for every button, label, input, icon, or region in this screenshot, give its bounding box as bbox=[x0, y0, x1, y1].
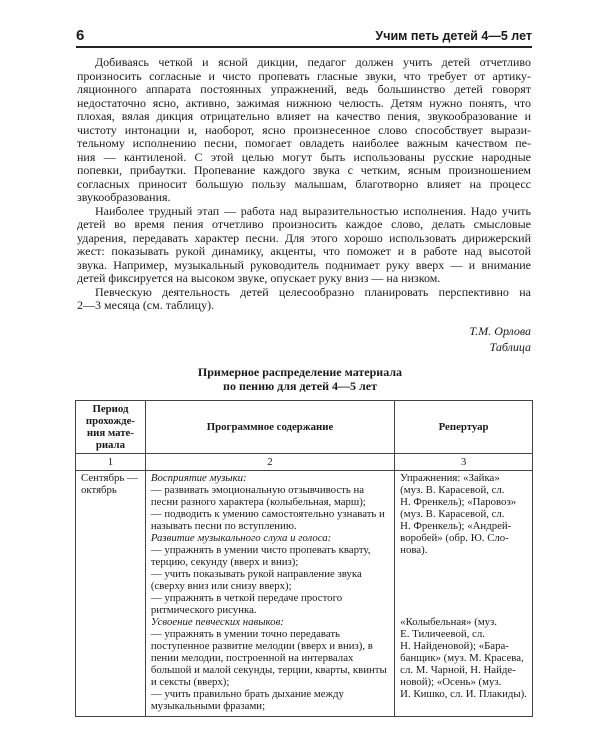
text-line: ударения, передавать характер песни. Для этого хорошо использовать дирижерский bbox=[77, 230, 531, 245]
repertoire-line: воробей» (обр. Ю. Сло- bbox=[400, 532, 509, 544]
period-line: Сентябрь — bbox=[81, 472, 138, 484]
header-line: риала bbox=[95, 439, 126, 451]
section-heading: Развитие музыкального слуха и голоса: bbox=[150, 532, 332, 544]
content-line: называть песни по вступлению. bbox=[150, 520, 297, 532]
material-table bbox=[75, 400, 533, 717]
text-line: жест: показывать рукой динамику, акценты, что поможет и в работе над высотой bbox=[77, 244, 531, 258]
text-line: детей во время пения отчетливо произносить каждое слово, делать смысловые bbox=[77, 217, 531, 231]
author: Т.М. Орлова bbox=[469, 324, 531, 338]
text-line: детей фиксируется на высоком звуке, опускает руку вниз — на низком. bbox=[77, 271, 441, 285]
column-number: 2 bbox=[145, 454, 394, 471]
repertoire-line: «Колыбельная» (муз. bbox=[400, 616, 498, 628]
header-line: ния мате- bbox=[86, 427, 134, 439]
repertoire-line: новой); «Осень» (муз. bbox=[400, 676, 502, 688]
content-line: (сверху вниз или снизу вверх); bbox=[150, 580, 292, 592]
table-row bbox=[76, 471, 533, 717]
section-heading: Усвоение певческих навыков: bbox=[150, 616, 284, 628]
text-line: произносить согласные и чисто пропевать гласные звуки, что требует от артику- bbox=[77, 68, 531, 83]
text-line: ния — кантиленой. С этой целью могут быть использованы русские народные bbox=[77, 149, 531, 164]
repertoire-line: Н. Френкель); «Паровоз» bbox=[400, 496, 517, 508]
content-line: терцию, секунду (вверх и вниз); bbox=[150, 556, 299, 568]
text-line: 2—3 месяца (см. таблицу). bbox=[77, 298, 215, 312]
content-cell bbox=[145, 471, 394, 717]
content-line: и сексты (вверх); bbox=[150, 676, 230, 688]
period-line: октябрь bbox=[81, 484, 117, 496]
column-number: 3 bbox=[395, 454, 533, 471]
repertoire-line: банщик» (муз. М. Красева, bbox=[400, 652, 524, 664]
table-title-line: по пению для детей 4—5 лет bbox=[223, 379, 377, 393]
content-line: пении мелодии, построенной на интервалах bbox=[150, 652, 354, 664]
text-line: ляционного аппарата постоянных упражнений, ведь большинство детей говорят bbox=[77, 82, 531, 96]
content-line: поступенное развитие мелодии (вверх и вниз), в bbox=[150, 640, 373, 652]
text-line: согласных приносит большую пользу малышам, благотворно влияет на процесс bbox=[77, 176, 531, 191]
content-line: — подводить к умению самостоятельно узнавать и bbox=[150, 508, 385, 520]
content-line: музыкальными фразами; bbox=[150, 700, 266, 712]
text-line: чистоту интонации и, наоборот, ясно произнесенное слово способствует вырази- bbox=[77, 122, 531, 137]
column-number: 1 bbox=[76, 454, 146, 471]
header-repertoire: Репертуар bbox=[395, 401, 533, 454]
text-line: Певческую деятельность детей целесообразно планировать перспективно на bbox=[95, 284, 531, 299]
repertoire-line: нова). bbox=[400, 544, 428, 556]
content-line: большой и малой секунды, терции, кварты, квинты bbox=[150, 664, 387, 676]
text-line: Наиболее трудный этап — работа над выразительностью исполнения. Надо учить bbox=[95, 203, 531, 218]
repertoire-line: Н. Найденовой); «Бара- bbox=[400, 640, 509, 652]
text-line: звукообразования. bbox=[77, 190, 171, 204]
text-line: попевки, прибаутки. Пропевание каждого звука с четким, ясным произношением bbox=[77, 163, 531, 177]
content-line: ритмического рисунка. bbox=[150, 604, 257, 616]
repertoire-line: (муз. В. Карасевой, сл. bbox=[400, 484, 505, 496]
content-line: — развивать эмоциональную отзывчивость на bbox=[150, 484, 365, 496]
table-title-line: Примерное распределение материала bbox=[197, 365, 403, 379]
header-rule bbox=[76, 46, 532, 48]
running-title: Учим петь детей 4—5 лет bbox=[375, 29, 532, 43]
header-line: прохожде- bbox=[85, 415, 135, 427]
table-label: Таблица bbox=[489, 340, 531, 354]
content-line: — упражнять в умении чисто пропевать кварту, bbox=[150, 544, 371, 556]
header-content: Программное содержание bbox=[145, 401, 394, 454]
repertoire-line: Е. Тиличеевой, сл. bbox=[400, 628, 485, 640]
text-line: тельному исполнению песни, помогает овладеть наиболее важным качеством пе- bbox=[77, 136, 531, 150]
repertoire-line: Упражнения: «Зайка» bbox=[400, 472, 500, 484]
spacer bbox=[400, 556, 527, 616]
content-line: — упражнять в умении точно передавать bbox=[150, 628, 340, 640]
text-line: звука. Например, музыкальный руководитель поднимает руку вверх — и внимание bbox=[77, 257, 531, 272]
content-line: — учить показывать рукой направление звука bbox=[150, 568, 362, 580]
repertoire-line: И. Кишко, сл. И. Плакиды). bbox=[400, 688, 527, 700]
text-line: Добиваясь четкой и ясной дикции, педагог должен учить детей отчетливо bbox=[95, 55, 531, 69]
text-line: плохая, вялая дикция отрицательно влияет на качество пения, звукообразование и bbox=[77, 109, 531, 123]
content-line: песни разного характера (колыбельная, марш); bbox=[150, 496, 366, 508]
column-number-row bbox=[76, 454, 533, 471]
period-cell bbox=[76, 471, 146, 717]
header-period bbox=[76, 401, 146, 454]
table-header-row bbox=[76, 401, 533, 454]
repertoire-cell bbox=[395, 471, 533, 717]
page-number: 6 bbox=[76, 27, 85, 44]
content-line: — учить правильно брать дыхание между bbox=[150, 688, 344, 700]
content-line: — упражнять в четкой передаче простого bbox=[150, 592, 343, 604]
repertoire-line: сл. М. Чарной, Н. Найде- bbox=[400, 664, 516, 676]
repertoire-line: Н. Френкель); «Андрей- bbox=[400, 520, 512, 532]
table-title bbox=[0, 365, 600, 393]
repertoire-line: (муз. В. Карасевой, сл. bbox=[400, 508, 505, 520]
header-line: Период bbox=[92, 403, 129, 415]
text-line: недостаточно ясно, активно, зажимая нижнюю челюсть. Детям нужно понять, что bbox=[77, 95, 531, 110]
section-heading: Восприятие музыки: bbox=[150, 472, 247, 484]
body-text bbox=[77, 56, 531, 313]
